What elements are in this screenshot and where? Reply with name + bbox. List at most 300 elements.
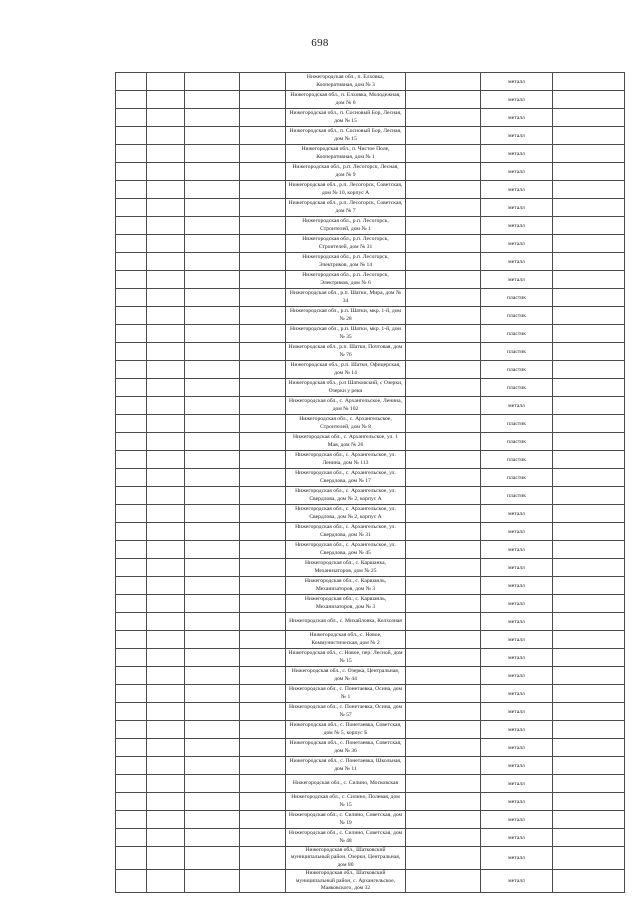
empty-cell (406, 415, 481, 433)
empty-cell (185, 325, 240, 343)
address-cell: Нижегородская обл., с. Силино, Полевая, дом № 15 (286, 793, 406, 811)
empty-cell (185, 271, 240, 289)
empty-cell (116, 757, 147, 775)
table-row (116, 811, 625, 829)
table-row (116, 379, 625, 397)
empty-cell (147, 775, 185, 793)
empty-cell (185, 343, 240, 361)
empty-cell (147, 685, 185, 703)
empty-cell (147, 793, 185, 811)
empty-cell (406, 289, 481, 307)
empty-cell (116, 325, 147, 343)
material-cell: металл (481, 163, 553, 181)
empty-cell (240, 127, 286, 145)
empty-cell (185, 649, 240, 667)
empty-cell (185, 235, 240, 253)
table-row (116, 199, 625, 217)
empty-cell (240, 775, 286, 793)
empty-cell (185, 91, 240, 109)
empty-cell (185, 451, 240, 469)
material-cell: металл (481, 505, 553, 523)
empty-cell (553, 685, 625, 703)
address-cell: Нижегородская обл., п. Сосновый Бор, Лесная, дом № 15 (286, 109, 406, 127)
empty-cell (185, 541, 240, 559)
table-row (116, 721, 625, 739)
address-cell: Нижегородская обл., р.п. Лесогорск, Электриков, дом № 14 (286, 253, 406, 271)
empty-cell (553, 91, 625, 109)
material-cell: металл (481, 739, 553, 757)
empty-cell (240, 451, 286, 469)
address-cell: Нижегородская обл., р.п. Шатки, Офицерская, дом № 14 (286, 361, 406, 379)
empty-cell (406, 127, 481, 145)
empty-cell (147, 703, 185, 721)
empty-cell (147, 397, 185, 415)
empty-cell (147, 343, 185, 361)
empty-cell (553, 289, 625, 307)
empty-cell (553, 433, 625, 451)
address-cell: Нижегородская обл., с. Силино, Советская, дом № 19 (286, 811, 406, 829)
empty-cell (406, 109, 481, 127)
table-row (116, 397, 625, 415)
table-row (116, 829, 625, 847)
empty-cell (147, 541, 185, 559)
table-row (116, 793, 625, 811)
empty-cell (553, 109, 625, 127)
material-cell: пластик (481, 325, 553, 343)
empty-cell (240, 523, 286, 541)
address-cell: Нижегородская обл., р.п. Лесогорск, Строителей, дом № 1 (286, 217, 406, 235)
empty-cell (406, 595, 481, 613)
empty-cell (240, 397, 286, 415)
material-cell: металл (481, 523, 553, 541)
empty-cell (185, 757, 240, 775)
table-row (116, 415, 625, 433)
table-row (116, 289, 625, 307)
empty-cell (147, 847, 185, 870)
material-cell: пластик (481, 469, 553, 487)
empty-cell (185, 217, 240, 235)
empty-cell (240, 631, 286, 649)
empty-cell (116, 703, 147, 721)
empty-cell (406, 870, 481, 893)
empty-cell (406, 253, 481, 271)
empty-cell (185, 397, 240, 415)
empty-cell (185, 595, 240, 613)
empty-cell (553, 793, 625, 811)
material-cell: металл (481, 253, 553, 271)
empty-cell (553, 145, 625, 163)
table-row (116, 307, 625, 325)
empty-cell (185, 361, 240, 379)
empty-cell (406, 757, 481, 775)
empty-cell (240, 703, 286, 721)
empty-cell (240, 577, 286, 595)
empty-cell (240, 559, 286, 577)
address-cell: Нижегородская обл., р.п. Шатки, Мира, дом № 34 (286, 289, 406, 307)
empty-cell (240, 667, 286, 685)
material-cell: металл (481, 577, 553, 595)
empty-cell (185, 199, 240, 217)
empty-cell (147, 649, 185, 667)
empty-cell (147, 631, 185, 649)
empty-cell (147, 577, 185, 595)
address-cell: Нижегородская обл., с. Михайловка, Колхозная (286, 613, 406, 631)
empty-cell (406, 631, 481, 649)
empty-cell (406, 559, 481, 577)
empty-cell (406, 343, 481, 361)
empty-cell (147, 505, 185, 523)
empty-cell (406, 685, 481, 703)
empty-cell (553, 253, 625, 271)
empty-cell (553, 379, 625, 397)
empty-cell (185, 775, 240, 793)
material-cell: пластик (481, 289, 553, 307)
empty-cell (147, 595, 185, 613)
empty-cell (185, 109, 240, 127)
empty-cell (406, 235, 481, 253)
address-cell: Нижегородская обл., с. Понетаевка, Школьная, дом № 11 (286, 757, 406, 775)
empty-cell (116, 870, 147, 893)
empty-cell (240, 433, 286, 451)
address-cell: Нижегородская обл., Шатковский муниципальный район, с. Архангельское, Маяковского, дом 32 (286, 870, 406, 893)
empty-cell (553, 199, 625, 217)
empty-cell (116, 235, 147, 253)
material-cell: металл (481, 870, 553, 893)
empty-cell (406, 145, 481, 163)
empty-cell (553, 487, 625, 505)
empty-cell (406, 613, 481, 631)
empty-cell (116, 163, 147, 181)
empty-cell (553, 415, 625, 433)
empty-cell (240, 235, 286, 253)
empty-cell (147, 415, 185, 433)
table-row (116, 649, 625, 667)
empty-cell (240, 361, 286, 379)
table-row (116, 505, 625, 523)
address-cell: Нижегородская обл., с. Каршанка, Механизаторов, дом № 25 (286, 559, 406, 577)
empty-cell (147, 451, 185, 469)
address-cell: Нижегородская обл., р.п. Шатки, Почтовая, дом № 76 (286, 343, 406, 361)
address-cell: Нижегородская обл., с. Архангельское, Строителей, дом № 8 (286, 415, 406, 433)
empty-cell (185, 433, 240, 451)
empty-cell (240, 73, 286, 91)
address-cell: Нижегородская обл., с. Каршанль, Механизаторов, дом № 3 (286, 595, 406, 613)
register-table (115, 72, 625, 893)
material-cell: металл (481, 847, 553, 870)
empty-cell (553, 649, 625, 667)
empty-cell (406, 775, 481, 793)
address-cell: Нижегородская обл., р.п. Лесогорск, Электриков, дом № 6 (286, 271, 406, 289)
empty-cell (147, 163, 185, 181)
material-cell: металл (481, 775, 553, 793)
empty-cell (406, 811, 481, 829)
material-cell: металл (481, 757, 553, 775)
empty-cell (240, 379, 286, 397)
empty-cell (147, 469, 185, 487)
table-row (116, 523, 625, 541)
empty-cell (553, 361, 625, 379)
empty-cell (116, 271, 147, 289)
empty-cell (116, 91, 147, 109)
empty-cell (553, 811, 625, 829)
register-table-body (116, 73, 625, 893)
empty-cell (406, 505, 481, 523)
material-cell: пластик (481, 343, 553, 361)
empty-cell (185, 577, 240, 595)
empty-cell (240, 505, 286, 523)
material-cell: металл (481, 199, 553, 217)
material-cell: металл (481, 829, 553, 847)
empty-cell (185, 613, 240, 631)
empty-cell (185, 145, 240, 163)
empty-cell (240, 91, 286, 109)
address-cell: Нижегородская обл., п. Елховка, Молодежная, дом № 6 (286, 91, 406, 109)
material-cell: металл (481, 811, 553, 829)
empty-cell (185, 631, 240, 649)
empty-cell (185, 487, 240, 505)
empty-cell (116, 559, 147, 577)
empty-cell (406, 271, 481, 289)
address-cell: Нижегородская обл., с. Силино, Советская, дом № 48 (286, 829, 406, 847)
empty-cell (147, 870, 185, 893)
empty-cell (116, 451, 147, 469)
table-row (116, 703, 625, 721)
address-cell: Нижегородская обл., р.п. Лесогорск, Советская, дом № 7 (286, 199, 406, 217)
empty-cell (240, 793, 286, 811)
material-cell: металл (481, 145, 553, 163)
material-cell: металл (481, 541, 553, 559)
empty-cell (406, 703, 481, 721)
empty-cell (185, 163, 240, 181)
empty-cell (406, 739, 481, 757)
table-row (116, 181, 625, 199)
empty-cell (553, 775, 625, 793)
address-cell: Нижегородская обл., с. Архангельское, ул. Свердлова, дом № 45 (286, 541, 406, 559)
empty-cell (116, 397, 147, 415)
empty-cell (240, 487, 286, 505)
table-row (116, 870, 625, 893)
empty-cell (185, 559, 240, 577)
empty-cell (240, 271, 286, 289)
empty-cell (116, 793, 147, 811)
material-cell: металл (481, 127, 553, 145)
empty-cell (147, 181, 185, 199)
empty-cell (116, 685, 147, 703)
empty-cell (116, 631, 147, 649)
empty-cell (185, 811, 240, 829)
empty-cell (185, 181, 240, 199)
empty-cell (147, 307, 185, 325)
empty-cell (553, 667, 625, 685)
table-row (116, 613, 625, 631)
address-cell: Нижегородская обл., п. Сосновый Бор, Лесная, дом № 15 (286, 127, 406, 145)
empty-cell (147, 667, 185, 685)
empty-cell (185, 289, 240, 307)
empty-cell (116, 721, 147, 739)
empty-cell (116, 379, 147, 397)
empty-cell (406, 487, 481, 505)
empty-cell (185, 703, 240, 721)
table-row (116, 667, 625, 685)
address-cell: Нижегородская обл., с. Новое, пер. Лесной, дом № 15 (286, 649, 406, 667)
material-cell: металл (481, 73, 553, 91)
empty-cell (553, 397, 625, 415)
address-cell: Нижегородская обл., п. Чистое Поле, Кооперативная, дом № 1 (286, 145, 406, 163)
address-cell: Нижегородская обл., с. Понетаевка, Советская, дом № 36 (286, 739, 406, 757)
address-cell: Нижегородская обл., с. Понетаевка, Осина, дом № 57 (286, 703, 406, 721)
empty-cell (185, 829, 240, 847)
empty-cell (116, 667, 147, 685)
empty-cell (240, 541, 286, 559)
address-cell: Нижегородская обл., с. Силино, Московская (286, 775, 406, 793)
empty-cell (240, 595, 286, 613)
empty-cell (116, 613, 147, 631)
empty-cell (240, 145, 286, 163)
empty-cell (406, 307, 481, 325)
empty-cell (147, 109, 185, 127)
empty-cell (185, 415, 240, 433)
empty-cell (240, 613, 286, 631)
table-row (116, 685, 625, 703)
empty-cell (240, 757, 286, 775)
empty-cell (406, 829, 481, 847)
table-row (116, 433, 625, 451)
address-cell: Нижегородская обл., с. Архангельское, ул. 1 Мая, дом № 26 (286, 433, 406, 451)
empty-cell (116, 595, 147, 613)
empty-cell (553, 343, 625, 361)
empty-cell (240, 163, 286, 181)
material-cell: металл (481, 595, 553, 613)
material-cell: металл (481, 217, 553, 235)
address-cell: Нижегородская обл., с. Озерка, Центральная, дом № 44 (286, 667, 406, 685)
empty-cell (116, 775, 147, 793)
address-cell: Нижегородская обл., с. Понетаевка, Осина, дом № 1 (286, 685, 406, 703)
table-row (116, 73, 625, 91)
empty-cell (116, 361, 147, 379)
table-row (116, 361, 625, 379)
table-row (116, 235, 625, 253)
table-row (116, 757, 625, 775)
empty-cell (553, 757, 625, 775)
empty-cell (147, 289, 185, 307)
empty-cell (116, 829, 147, 847)
page-number: 698 (311, 37, 329, 49)
empty-cell (185, 870, 240, 893)
address-cell: Нижегородская обл., с. Архангельское, ул. Свердлова, дом № 2, корпус А (286, 505, 406, 523)
material-cell: металл (481, 181, 553, 199)
empty-cell (116, 505, 147, 523)
empty-cell (147, 145, 185, 163)
empty-cell (185, 127, 240, 145)
empty-cell (553, 577, 625, 595)
empty-cell (147, 325, 185, 343)
empty-cell (147, 91, 185, 109)
empty-cell (553, 847, 625, 870)
empty-cell (406, 91, 481, 109)
empty-cell (553, 271, 625, 289)
table-row (116, 217, 625, 235)
empty-cell (240, 685, 286, 703)
material-cell: металл (481, 109, 553, 127)
empty-cell (116, 217, 147, 235)
empty-cell (553, 721, 625, 739)
material-cell: металл (481, 397, 553, 415)
empty-cell (406, 433, 481, 451)
empty-cell (553, 595, 625, 613)
empty-cell (147, 199, 185, 217)
empty-cell (147, 235, 185, 253)
material-cell: металл (481, 685, 553, 703)
empty-cell (553, 127, 625, 145)
table-row (116, 343, 625, 361)
empty-cell (240, 325, 286, 343)
empty-cell (116, 343, 147, 361)
empty-cell (553, 613, 625, 631)
empty-cell (406, 451, 481, 469)
table-row (116, 271, 625, 289)
empty-cell (185, 379, 240, 397)
empty-cell (406, 469, 481, 487)
table-row (116, 127, 625, 145)
table-row (116, 631, 625, 649)
table-row (116, 595, 625, 613)
empty-cell (406, 379, 481, 397)
empty-cell (147, 523, 185, 541)
empty-cell (240, 199, 286, 217)
empty-cell (147, 559, 185, 577)
address-cell: Нижегородская обл., р.п Шатковский, с Озерки, Озерки у реки (286, 379, 406, 397)
address-cell: Нижегородская обл., р.п. Шатки, мкр. 1-й, дом № 28 (286, 307, 406, 325)
table-row (116, 541, 625, 559)
material-cell: пластик (481, 433, 553, 451)
empty-cell (553, 631, 625, 649)
address-cell: Нижегородская обл., р.п. Лесогорск, Строителей, дом № 31 (286, 235, 406, 253)
empty-cell (406, 523, 481, 541)
empty-cell (553, 451, 625, 469)
empty-cell (406, 649, 481, 667)
table-row (116, 325, 625, 343)
empty-cell (185, 469, 240, 487)
empty-cell (116, 199, 147, 217)
empty-cell (406, 361, 481, 379)
table-row (116, 487, 625, 505)
empty-cell (185, 73, 240, 91)
empty-cell (406, 577, 481, 595)
empty-cell (116, 289, 147, 307)
empty-cell (185, 667, 240, 685)
table-row (116, 145, 625, 163)
empty-cell (147, 613, 185, 631)
empty-cell (240, 811, 286, 829)
empty-cell (406, 721, 481, 739)
empty-cell (116, 253, 147, 271)
material-cell: металл (481, 649, 553, 667)
empty-cell (240, 649, 286, 667)
material-cell: пластик (481, 451, 553, 469)
empty-cell (147, 487, 185, 505)
material-cell: пластик (481, 415, 553, 433)
material-cell: пластик (481, 487, 553, 505)
empty-cell (553, 541, 625, 559)
empty-cell (406, 163, 481, 181)
empty-cell (116, 145, 147, 163)
empty-cell (406, 217, 481, 235)
empty-cell (553, 559, 625, 577)
empty-cell (116, 307, 147, 325)
empty-cell (116, 541, 147, 559)
empty-cell (240, 217, 286, 235)
table-row (116, 91, 625, 109)
